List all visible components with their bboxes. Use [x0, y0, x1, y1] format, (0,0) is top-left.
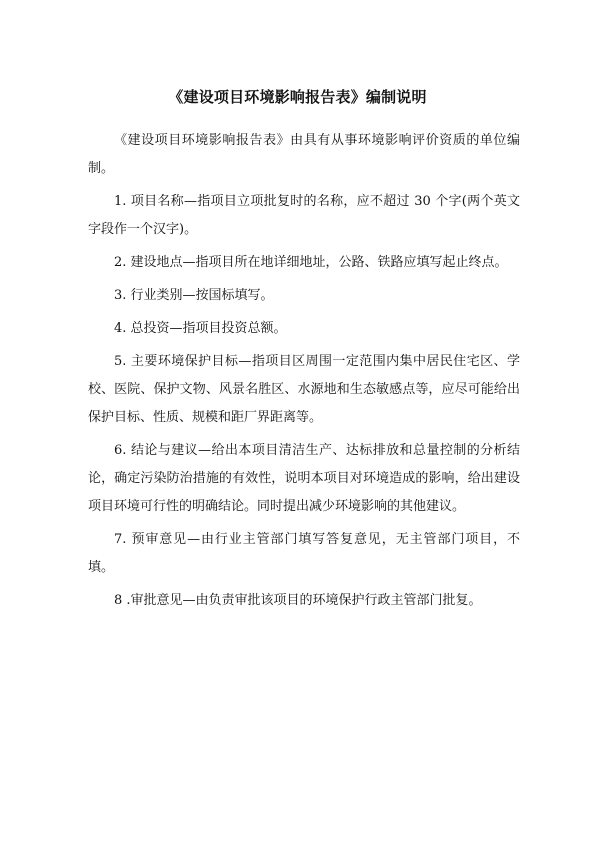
intro-paragraph: 《建设项目环境影响报告表》由具有从事环境影响评价资质的单位编制。: [88, 133, 520, 176]
item-6-paragraph: 6. 结论与建议—给出本项目清洁生产、达标排放和总量控制的分析结论，确定污染防治措施的有效性，说明本项目对环境造成的影响，给出建设项目环境可行性的明确结论。同时提出减少环境影响的其他建议。: [88, 443, 520, 514]
document-title: 《建设项目环境影响报告表》编制说明: [168, 88, 427, 106]
item-7-paragraph: 7. 预审意见—由行业主管部门填写答复意见，无主管部门项目，不填。: [88, 532, 520, 575]
item-3-paragraph: 3. 行业类别—按国标填写。: [114, 288, 274, 303]
item-2-paragraph: 2. 建设地点—指项目所在地详细地址，公路、铁路应填写起止终点。: [114, 255, 508, 270]
item-5-paragraph: 5. 主要环境保护目标—指项目区周围一定范围内集中居民住宅区、学校、医院、保护文物、风景名胜区、水源地和生态敏感点等，应尽可能给出保护目标、性质、规模和距厂界距离等。: [88, 354, 520, 425]
item-1-paragraph: 1. 项目名称—指项目立项批复时的名称，应不超过 30 个字(两个英文字段作一个汉字)。: [88, 194, 520, 237]
document-body: [88, 127, 520, 620]
item-8-paragraph: 8 .审批意见—由负责审批该项目的环境保护行政主管部门批复。: [114, 593, 482, 608]
item-4-paragraph: 4. 总投资—指项目投资总额。: [114, 321, 287, 336]
